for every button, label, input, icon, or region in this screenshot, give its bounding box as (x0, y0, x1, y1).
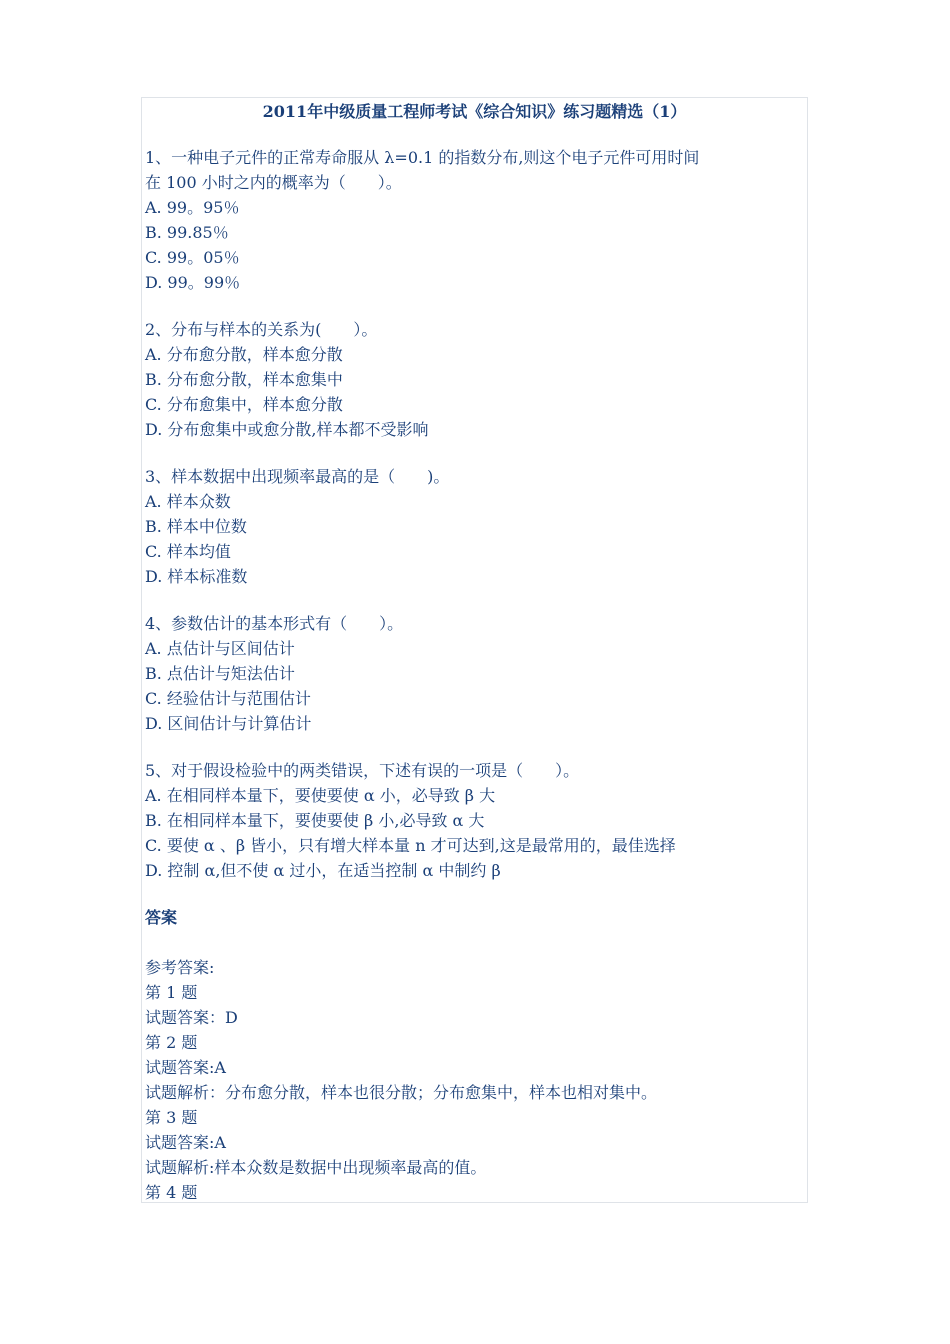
answer-heading: 答案 (145, 908, 178, 927)
option-a: A. 样本众数 (145, 492, 231, 511)
question-stem: 3、样本数据中出现频率最高的是（ )。 (145, 467, 450, 486)
answer-line: 第 2 题 (145, 1033, 198, 1052)
option-c: C. 经验估计与范围估计 (145, 689, 311, 708)
answer-line: 试题解析：分布愈分散，样本也很分散；分布愈集中，样本也相对集中。 (145, 1083, 658, 1102)
option-d: D. 99。99％ (145, 273, 241, 292)
option-b: B. 样本中位数 (145, 517, 247, 536)
page-title: 2011年中级质量工程师考试《综合知识》练习题精选（1） (262, 102, 687, 121)
option-d: D. 控制 α,但不使 α 过小，在适当控制 α 中制约 β (145, 861, 501, 880)
option-b: B. 分布愈分散，样本愈集中 (145, 370, 343, 389)
answer-line: 第 1 题 (145, 983, 198, 1002)
option-d: D. 分布愈集中或愈分散,样本都不受影响 (145, 420, 429, 439)
option-d: D. 样本标准数 (145, 567, 248, 586)
option-a: A. 点估计与区间估计 (145, 639, 295, 658)
answer-line: 参考答案: (145, 958, 215, 977)
option-c: C. 分布愈集中，样本愈分散 (145, 395, 343, 414)
question-stem: 在 100 小时之内的概率为（ ）。 (145, 173, 402, 192)
answer-line: 试题答案:A (145, 1133, 226, 1152)
answer-line: 试题解析:样本众数是数据中出现频率最高的值。 (145, 1158, 487, 1177)
option-a: A. 99。95％ (145, 198, 240, 217)
option-a: A. 在相同样本量下，要使要使 α 小，必导致 β 大 (145, 786, 496, 805)
option-c: C. 样本均值 (145, 542, 231, 561)
answer-line: 第 3 题 (145, 1108, 198, 1127)
question-stem: 4、参数估计的基本形式有（ ）。 (145, 614, 404, 633)
option-b: B. 点估计与矩法估计 (145, 664, 295, 683)
option-b: B. 在相同样本量下，要使要使 β 小,必导致 α 大 (145, 811, 485, 830)
option-d: D. 区间估计与计算估计 (145, 714, 312, 733)
answer-line: 第 4 题 (145, 1183, 198, 1202)
question-stem: 5、对于假设检验中的两类错误，下述有误的一项是（ ）。 (145, 761, 580, 780)
option-b: B. 99.85％ (145, 223, 229, 242)
question-stem: 1、一种电子元件的正常寿命服从 λ=0.1 的指数分布,则这个电子元件可用时间 (145, 148, 700, 167)
option-c: C. 要使 α 、β 皆小，只有增大样本量 n 才可达到,这是最常用的，最佳选择 (145, 836, 676, 855)
question-stem: 2、分布与样本的关系为( ）。 (145, 320, 378, 339)
option-c: C. 99。05％ (145, 248, 240, 267)
answer-line: 试题答案:A (145, 1058, 226, 1077)
answer-line: 试题答案：D (145, 1008, 238, 1027)
option-a: A. 分布愈分散，样本愈分散 (145, 345, 343, 364)
